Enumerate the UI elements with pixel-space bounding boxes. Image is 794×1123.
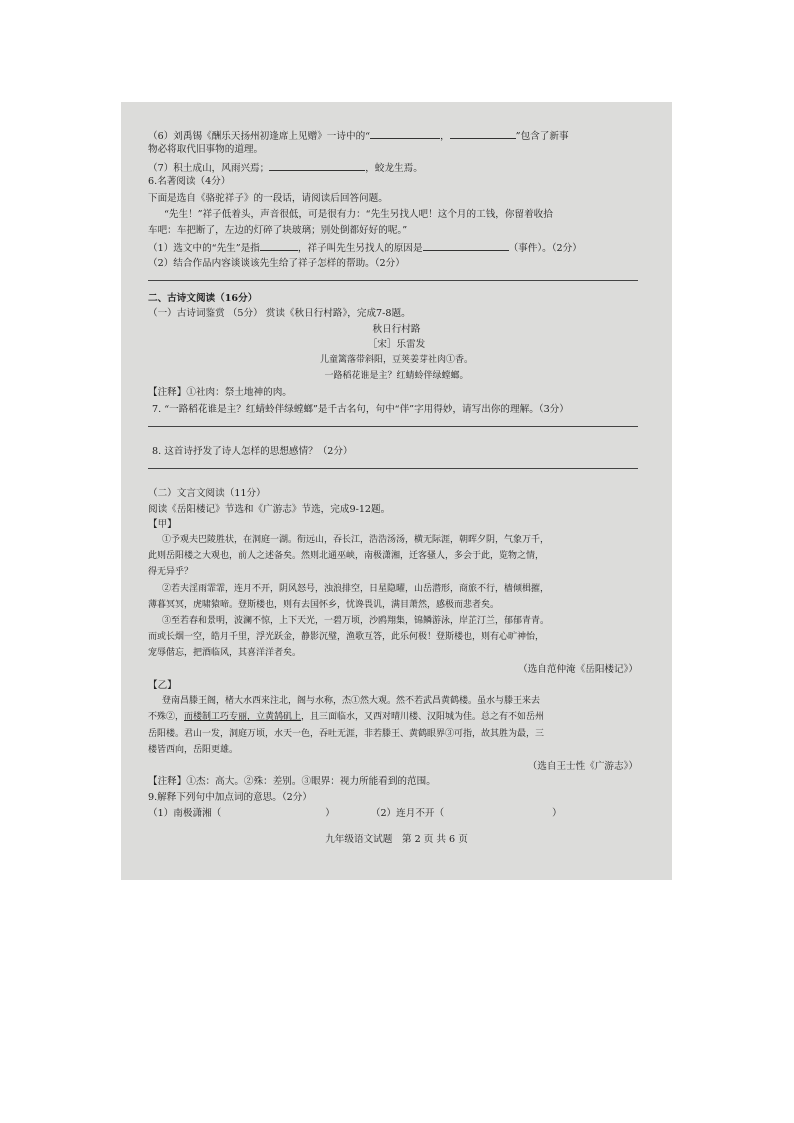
q6-line (148, 128, 569, 143)
answer-blank[interactable] (450, 128, 516, 139)
source-citation: （选自范仲淹《岳阳楼记》） (518, 664, 638, 675)
answer-blank[interactable] (269, 160, 365, 171)
text: （7）积土成山，风雨兴焉； (148, 163, 270, 174)
passage-line: 登南昌滕王阁，楮大水西来注北，阁与水称，杰①然大观。然不若武昌黄鹤楼。虽水与滕王来去 (162, 696, 541, 706)
source-citation: （选自王士性《广游志》） (527, 761, 638, 772)
text: 不殊②， (148, 712, 185, 722)
text: ，蛟龙生焉。 (365, 163, 423, 174)
subsection-title: （一）古诗词鉴赏 （5分） 赏读《秋日行村路》，完成7-8题。 (148, 308, 411, 319)
text: ， (440, 131, 450, 142)
text: （2）连月不开（ (370, 808, 445, 819)
passage-line: 楼皆西向，岳阳更雄。 (148, 745, 239, 755)
text: ，祥子叫先生另找人的原因是 (297, 243, 423, 254)
passage-line: 而或长烟一空，皓月千里，浮光跃金，静影沉璧，渔歌互答，此乐何极！登斯楼也，则有心旷神怡， (148, 632, 545, 642)
passage-line: 岳阳楼。君山一发，洞庭万顷，水天一色，吞吐无涯，非若滕王、黄鹤眼界③可指，故其胜为最，三 (148, 729, 545, 739)
text: ，且三面临水，又西对晴川楼、汉阳城为佳。总之有不如岳州 (301, 712, 545, 722)
answer-blank[interactable] (260, 240, 298, 251)
answer-line[interactable] (148, 468, 638, 469)
q7-line (148, 160, 423, 175)
passage-line: ②若夫淫雨霏霏，连月不开，阴风怒号，浊浪排空，日星隐曜，山岳潜形，商旅不行，樯倾楫摧， (162, 584, 550, 594)
text: （事件）。（2分） (508, 243, 582, 254)
poem-line: 一路稻花谁是主？红蜻蛉伴绿螳螂。 (324, 371, 469, 381)
exam-page (121, 102, 672, 880)
note: 【注释】①杰：高大。②殊：差别。③眼界：视力所能看到的范围。 (148, 776, 436, 787)
text-line: 物必将取代旧事物的道理。 (148, 144, 264, 155)
question-line: 9.解释下列句中加点词的意思。（2分） (148, 792, 312, 803)
passage-label: 【甲】 (148, 519, 177, 530)
section-title: 二、古诗文阅读（16分） (148, 293, 258, 304)
text: ） (325, 808, 335, 819)
question-line: 8. 这首诗抒发了诗人怎样的思想感情？（2分） (152, 446, 353, 457)
passage-line: 此则岳阳楼之大观也，前人之述备矣。然则北通巫峡，南极潇湘，迁客骚人，多会于此，览物之情， (148, 551, 545, 561)
underlined-sentence: 而楼制工巧专丽，立黄鹄矶上 (184, 712, 302, 722)
passage-line: 薄暮冥冥，虎啸猿啼。登斯楼也，则有去国怀乡，忧谗畏讥，满目萧然，感极而悲者矣。 (148, 600, 500, 610)
question-line (148, 807, 562, 820)
question-line: 7. “一路稻花谁是主？红蜻蛉伴绿螳螂”是千古名句，句中“伴”字用得妙，请写出你的理解。（3分） (152, 404, 569, 415)
passage-line: 得无异乎？ (148, 567, 194, 577)
subsection-title: （二）文言文阅读（11分） (148, 488, 266, 499)
answer-line[interactable] (148, 426, 638, 427)
text: ） (552, 808, 562, 819)
text: （1）选文中的“先生”是指 (148, 243, 260, 254)
poem-line: 儿童篱落带斜阳，豆荚姜芽社肉①香。 (319, 355, 473, 365)
poem-title: 秋日行村路 (372, 324, 421, 335)
text: （1）南极潇湘（ (148, 808, 222, 819)
answer-blank[interactable] (423, 240, 509, 251)
poem-author: ［宋］乐雷发 (367, 339, 426, 350)
passage-line (148, 711, 544, 724)
passage-label: 【乙】 (148, 680, 177, 691)
passage-line: 车吧：车把断了，左边的灯碎了块玻璃；别处倒都好好的呢。” (148, 225, 408, 236)
text: （6）刘禹锡《酬乐天扬州初逢席上见赠》一诗中的“ (148, 131, 371, 142)
page-footer: 九年级语文试题 第 2 页 共 6 页 (325, 834, 468, 845)
text-line: 下面是选自《骆驼祥子》的一段话，请阅读后回答问题。 (148, 193, 388, 204)
answer-line[interactable] (148, 280, 638, 281)
question-line: （2）结合作品内容谈谈该先生给了祥子怎样的帮助。（2分） (148, 258, 405, 269)
answer-blank[interactable] (370, 128, 440, 139)
passage-line: ③至若春和景明，波澜不惊，上下天光，一碧万顷，沙鸥翔集，锦鳞游泳，岸芷汀兰，郁郁青青。 (162, 616, 550, 626)
passage-line: 宠辱偕忘，把酒临风，其喜洋洋者矣。 (148, 648, 302, 658)
passage-line: ①予观夫巴陵胜状，在洞庭一湖。衔远山，吞长江，浩浩汤汤，横无际涯，朝晖夕阴，气象万千， (162, 535, 550, 545)
note: 【注释】①社肉：祭土地神的肉。 (148, 387, 292, 398)
section-title: 6.名著阅读（4分） (148, 176, 231, 187)
text: ”包含了新事 (515, 131, 569, 142)
text-line: 阅读《岳阳楼记》节选和《广游志》节选，完成9-12题。 (148, 504, 391, 515)
question-line (148, 240, 582, 255)
passage-line: “先生！”祥子低着头，声音很低，可是很有力：“先生另找人吧！这个月的工钱，你留着收拾 (164, 209, 553, 220)
